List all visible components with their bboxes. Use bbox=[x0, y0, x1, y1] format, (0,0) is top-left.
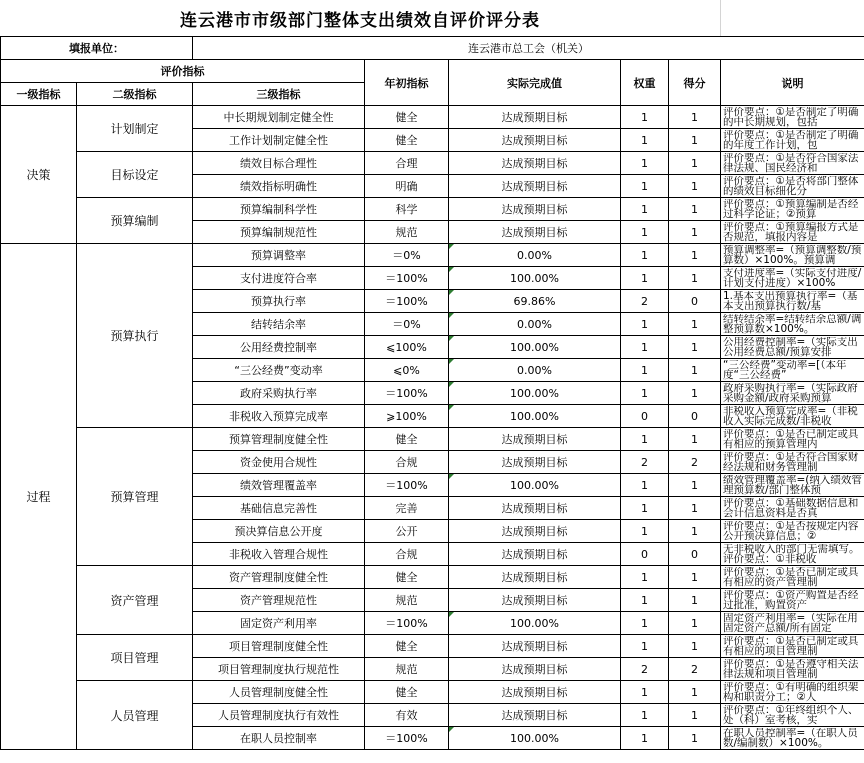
actual-cell: 达成预期目标 bbox=[449, 589, 621, 612]
note-cell bbox=[721, 382, 864, 405]
initial-cell: ＝100% bbox=[365, 382, 449, 405]
weight-cell: 1 bbox=[621, 566, 669, 589]
sheet-title: 连云港市市级部门整体支出绩效自评价评分表 bbox=[0, 0, 721, 36]
note-cell bbox=[721, 474, 864, 497]
weight-cell: 1 bbox=[621, 681, 669, 704]
score-cell: 1 bbox=[669, 175, 721, 198]
initial-cell: 规范 bbox=[365, 658, 449, 681]
note-cell bbox=[721, 658, 864, 681]
header-note: 说明 bbox=[721, 60, 864, 106]
note-text: 结转结余率=结转结余总额/调整预算数×100%。 bbox=[723, 314, 862, 335]
initial-cell: 规范 bbox=[365, 221, 449, 244]
actual-cell: 100.00% bbox=[449, 336, 621, 359]
weight-cell: 1 bbox=[621, 520, 669, 543]
level3-cell: 工作计划制定健全性 bbox=[193, 129, 365, 152]
note-cell bbox=[721, 405, 864, 428]
score-cell: 1 bbox=[669, 566, 721, 589]
initial-cell: 健全 bbox=[365, 106, 449, 129]
actual-cell: 达成预期目标 bbox=[449, 658, 621, 681]
score-cell: 1 bbox=[669, 727, 721, 750]
initial-cell: 健全 bbox=[365, 428, 449, 451]
initial-cell: 合理 bbox=[365, 152, 449, 175]
weight-cell: 1 bbox=[621, 382, 669, 405]
weight-cell: 1 bbox=[621, 152, 669, 175]
unit-value: 连云港市总工会（机关） bbox=[193, 37, 864, 60]
note-text: 评价要点：①预算编制是否经过科学论证；②预算 bbox=[723, 199, 859, 220]
score-cell: 1 bbox=[669, 129, 721, 152]
actual-cell: 0.00% bbox=[449, 244, 621, 267]
score-cell: 1 bbox=[669, 313, 721, 336]
note-cell bbox=[721, 428, 864, 451]
score-cell: 1 bbox=[669, 681, 721, 704]
header-level3: 三级指标 bbox=[193, 83, 365, 106]
level3-cell: “三公经费”变动率 bbox=[193, 359, 365, 382]
note-text: 支付进度率=（实际支付进度/计划支付进度）×100% bbox=[723, 268, 862, 289]
note-text: 评价要点：①资产购置是否经过批准，购置资产 bbox=[723, 590, 859, 611]
score-cell: 1 bbox=[669, 635, 721, 658]
note-cell bbox=[721, 221, 864, 244]
level2-cell: 项目管理 bbox=[77, 635, 193, 681]
note-text: 评价要点：①年终组织个人、处（科）室考核，实 bbox=[723, 705, 859, 726]
level3-cell: 在职人员控制率 bbox=[193, 727, 365, 750]
actual-cell: 达成预期目标 bbox=[449, 635, 621, 658]
table-row bbox=[1, 106, 864, 129]
actual-cell: 达成预期目标 bbox=[449, 704, 621, 727]
header-level1: 一级指标 bbox=[1, 83, 77, 106]
score-cell: 1 bbox=[669, 382, 721, 405]
actual-cell: 达成预期目标 bbox=[449, 566, 621, 589]
note-text: 固定资产利用率=（实际在用固定资产总额/所有固定 bbox=[723, 613, 858, 634]
level3-cell: 项目管理制度健全性 bbox=[193, 635, 365, 658]
table-row bbox=[1, 681, 864, 704]
note-text: 评价要点：①是否制定了明确的中长期规划，包括 bbox=[723, 107, 859, 128]
note-cell bbox=[721, 198, 864, 221]
note-text: 评价要点：①是否将部门整体的绩效目标细化分 bbox=[723, 176, 859, 197]
score-cell: 0 bbox=[669, 543, 721, 566]
level3-cell: 预算执行率 bbox=[193, 290, 365, 313]
actual-cell: 达成预期目标 bbox=[449, 451, 621, 474]
score-cell: 1 bbox=[669, 474, 721, 497]
level3-cell: 资产管理制度健全性 bbox=[193, 566, 365, 589]
weight-cell: 1 bbox=[621, 175, 669, 198]
weight-cell: 1 bbox=[621, 474, 669, 497]
level1-cell: 决策 bbox=[1, 106, 77, 244]
header-row-1 bbox=[1, 60, 864, 83]
score-cell: 1 bbox=[669, 152, 721, 175]
level3-cell: 人员管理制度执行有效性 bbox=[193, 704, 365, 727]
note-cell bbox=[721, 589, 864, 612]
score-cell: 1 bbox=[669, 267, 721, 290]
note-cell bbox=[721, 704, 864, 727]
weight-cell: 1 bbox=[621, 313, 669, 336]
actual-cell: 达成预期目标 bbox=[449, 152, 621, 175]
level3-cell: 政府采购执行率 bbox=[193, 382, 365, 405]
note-text: 评价要点：①有明确的组织架构和职责分工；②人 bbox=[723, 682, 859, 703]
initial-cell: ＝100% bbox=[365, 727, 449, 750]
score-cell: 1 bbox=[669, 244, 721, 267]
actual-cell: 100.00% bbox=[449, 405, 621, 428]
title-spacer-cell bbox=[720, 0, 864, 36]
actual-cell: 达成预期目标 bbox=[449, 681, 621, 704]
initial-cell: 合规 bbox=[365, 451, 449, 474]
weight-cell: 1 bbox=[621, 106, 669, 129]
score-cell: 2 bbox=[669, 451, 721, 474]
level3-cell: 资产管理规范性 bbox=[193, 589, 365, 612]
weight-cell: 1 bbox=[621, 359, 669, 382]
actual-cell: 达成预期目标 bbox=[449, 543, 621, 566]
weight-cell: 0 bbox=[621, 543, 669, 566]
initial-cell: 健全 bbox=[365, 635, 449, 658]
level3-cell: 结转结余率 bbox=[193, 313, 365, 336]
score-cell: 1 bbox=[669, 198, 721, 221]
actual-cell: 达成预期目标 bbox=[449, 106, 621, 129]
note-cell bbox=[721, 152, 864, 175]
level2-cell: 资产管理 bbox=[77, 566, 193, 635]
note-text: 绩效管理覆盖率=(纳入绩效管理预算数/部门整体预 bbox=[723, 475, 862, 496]
weight-cell: 2 bbox=[621, 658, 669, 681]
header-score: 得分 bbox=[669, 60, 721, 106]
note-cell bbox=[721, 612, 864, 635]
initial-cell: ⩾100% bbox=[365, 405, 449, 428]
initial-cell: ＝100% bbox=[365, 290, 449, 313]
level3-cell: 基础信息完善性 bbox=[193, 497, 365, 520]
weight-cell: 1 bbox=[621, 428, 669, 451]
weight-cell: 1 bbox=[621, 221, 669, 244]
actual-cell: 100.00% bbox=[449, 474, 621, 497]
level3-cell: 预算调整率 bbox=[193, 244, 365, 267]
note-cell bbox=[721, 313, 864, 336]
note-cell bbox=[721, 543, 864, 566]
initial-cell: 合规 bbox=[365, 543, 449, 566]
score-cell: 1 bbox=[669, 359, 721, 382]
level3-cell: 预算编制规范性 bbox=[193, 221, 365, 244]
initial-cell: ⩽0% bbox=[365, 359, 449, 382]
note-cell bbox=[721, 566, 864, 589]
actual-cell: 达成预期目标 bbox=[449, 520, 621, 543]
note-text: 无非税收入的部门无需填写。评价要点：①非税收 bbox=[723, 544, 860, 565]
unit-label: 填报单位： bbox=[1, 37, 193, 60]
actual-cell: 达成预期目标 bbox=[449, 175, 621, 198]
score-cell: 1 bbox=[669, 520, 721, 543]
initial-cell: 健全 bbox=[365, 566, 449, 589]
note-text: 公用经费控制率=（实际支出公用经费总额/预算安排 bbox=[723, 337, 858, 358]
weight-cell: 1 bbox=[621, 244, 669, 267]
note-text: 评价要点：①是否遵守相关法律法规和项目管理制 bbox=[723, 659, 859, 680]
level3-cell: 非税收入预算完成率 bbox=[193, 405, 365, 428]
header-actual: 实际完成值 bbox=[449, 60, 621, 106]
level3-cell: 资金使用合规性 bbox=[193, 451, 365, 474]
note-text: 评价要点：①是否符合国家财经法规和财务管理制 bbox=[723, 452, 859, 473]
table-row bbox=[1, 198, 864, 221]
level2-cell: 预算执行 bbox=[77, 244, 193, 428]
level3-cell: 支付进度符合率 bbox=[193, 267, 365, 290]
weight-cell: 1 bbox=[621, 267, 669, 290]
note-text: 评价要点：①是否已制定或具有相应的资产管理制 bbox=[723, 567, 859, 588]
note-cell bbox=[721, 129, 864, 152]
weight-cell: 1 bbox=[621, 336, 669, 359]
initial-cell: 规范 bbox=[365, 589, 449, 612]
score-cell: 1 bbox=[669, 336, 721, 359]
score-cell: 1 bbox=[669, 497, 721, 520]
weight-cell: 1 bbox=[621, 612, 669, 635]
actual-cell: 100.00% bbox=[449, 267, 621, 290]
weight-cell: 1 bbox=[621, 129, 669, 152]
level3-cell: 固定资产利用率 bbox=[193, 612, 365, 635]
actual-cell: 达成预期目标 bbox=[449, 497, 621, 520]
actual-cell: 达成预期目标 bbox=[449, 129, 621, 152]
level2-cell: 计划制定 bbox=[77, 106, 193, 152]
initial-cell: ＝0% bbox=[365, 244, 449, 267]
score-cell: 0 bbox=[669, 405, 721, 428]
note-text: 政府采购执行率=（实际政府采购金额/政府采购预算 bbox=[723, 383, 858, 404]
initial-cell: 健全 bbox=[365, 129, 449, 152]
unit-row bbox=[1, 37, 864, 60]
level1-cell: 过程 bbox=[1, 244, 77, 750]
score-cell: 1 bbox=[669, 589, 721, 612]
level3-cell: 绩效管理覆盖率 bbox=[193, 474, 365, 497]
level3-cell: 非税收入管理合规性 bbox=[193, 543, 365, 566]
initial-cell: ＝100% bbox=[365, 474, 449, 497]
table-row bbox=[1, 244, 864, 267]
note-cell bbox=[721, 681, 864, 704]
weight-cell: 2 bbox=[621, 451, 669, 474]
note-cell bbox=[721, 497, 864, 520]
note-text: 评价要点：①是否按规定内容公开预决算信息；② bbox=[723, 521, 859, 542]
initial-cell: ＝100% bbox=[365, 612, 449, 635]
score-cell: 1 bbox=[669, 106, 721, 129]
actual-cell: 0.00% bbox=[449, 359, 621, 382]
note-cell bbox=[721, 290, 864, 313]
note-cell bbox=[721, 175, 864, 198]
actual-cell: 达成预期目标 bbox=[449, 428, 621, 451]
weight-cell: 1 bbox=[621, 727, 669, 750]
header-weight: 权重 bbox=[621, 60, 669, 106]
level3-cell: 预算管理制度健全性 bbox=[193, 428, 365, 451]
initial-cell: 健全 bbox=[365, 681, 449, 704]
note-text: 评价要点：①是否符合国家法律法规、国民经济和 bbox=[723, 153, 859, 174]
note-text: 评价要点：①是否已制定或具有相应的预算管理内 bbox=[723, 429, 859, 450]
initial-cell: ＝100% bbox=[365, 267, 449, 290]
note-text: 非税收入预算完成率=（非税收入实际完成数/非税收 bbox=[723, 406, 858, 427]
level2-cell: 预算管理 bbox=[77, 428, 193, 566]
actual-cell: 69.86% bbox=[449, 290, 621, 313]
note-text: 评价要点：①是否制定了明确的年度工作计划，包 bbox=[723, 130, 859, 151]
level2-cell: 预算编制 bbox=[77, 198, 193, 244]
initial-cell: 完善 bbox=[365, 497, 449, 520]
weight-cell: 1 bbox=[621, 589, 669, 612]
note-text: 在职人员控制率=（在职人员数/编制数）×100%。 bbox=[723, 728, 858, 749]
note-text: 评价要点：①是否已制定或具有相应的项目管理制 bbox=[723, 636, 859, 657]
note-cell bbox=[721, 635, 864, 658]
level3-cell: 绩效指标明确性 bbox=[193, 175, 365, 198]
note-text: “三公经费”变动率=[（本年度“三公经费” bbox=[723, 360, 847, 381]
level3-cell: 预决算信息公开度 bbox=[193, 520, 365, 543]
score-cell: 1 bbox=[669, 428, 721, 451]
weight-cell: 1 bbox=[621, 704, 669, 727]
level2-cell: 目标设定 bbox=[77, 152, 193, 198]
actual-cell: 100.00% bbox=[449, 727, 621, 750]
level3-cell: 绩效目标合理性 bbox=[193, 152, 365, 175]
initial-cell: ⩽100% bbox=[365, 336, 449, 359]
weight-cell: 1 bbox=[621, 497, 669, 520]
note-cell bbox=[721, 267, 864, 290]
note-cell bbox=[721, 359, 864, 382]
note-text: 评价要点：①基础数据信息和会计信息资料是否真 bbox=[723, 498, 859, 519]
score-cell: 1 bbox=[669, 704, 721, 727]
note-cell bbox=[721, 336, 864, 359]
table-row bbox=[1, 152, 864, 175]
score-cell: 2 bbox=[669, 658, 721, 681]
level3-cell: 项目管理制度执行规范性 bbox=[193, 658, 365, 681]
note-cell bbox=[721, 727, 864, 750]
note-cell bbox=[721, 244, 864, 267]
weight-cell: 1 bbox=[621, 635, 669, 658]
note-text: 预算调整率=（预算调整数/预算数）×100%。预算调 bbox=[723, 245, 862, 266]
weight-cell: 1 bbox=[621, 198, 669, 221]
level2-cell: 人员管理 bbox=[77, 681, 193, 750]
evaluation-table bbox=[0, 36, 864, 750]
header-level2: 二级指标 bbox=[77, 83, 193, 106]
header-eval-index: 评价指标 bbox=[1, 60, 365, 83]
initial-cell: 公开 bbox=[365, 520, 449, 543]
note-text: 1.基本支出预算执行率=（基本支出预算执行数/基 bbox=[723, 291, 858, 312]
actual-cell: 达成预期目标 bbox=[449, 198, 621, 221]
weight-cell: 0 bbox=[621, 405, 669, 428]
table-row bbox=[1, 566, 864, 589]
score-cell: 1 bbox=[669, 221, 721, 244]
actual-cell: 100.00% bbox=[449, 382, 621, 405]
note-text: 评价要点：①预算编报方式是否规范，填报内容是 bbox=[723, 222, 859, 243]
initial-cell: 明确 bbox=[365, 175, 449, 198]
actual-cell: 0.00% bbox=[449, 313, 621, 336]
note-cell bbox=[721, 520, 864, 543]
note-cell bbox=[721, 106, 864, 129]
table-row bbox=[1, 635, 864, 658]
actual-cell: 达成预期目标 bbox=[449, 221, 621, 244]
weight-cell: 2 bbox=[621, 290, 669, 313]
actual-cell: 100.00% bbox=[449, 612, 621, 635]
initial-cell: 科学 bbox=[365, 198, 449, 221]
level3-cell: 中长期规划制定健全性 bbox=[193, 106, 365, 129]
initial-cell: 有效 bbox=[365, 704, 449, 727]
note-cell bbox=[721, 451, 864, 474]
level3-cell: 人员管理制度健全性 bbox=[193, 681, 365, 704]
score-cell: 0 bbox=[669, 290, 721, 313]
level3-cell: 预算编制科学性 bbox=[193, 198, 365, 221]
level3-cell: 公用经费控制率 bbox=[193, 336, 365, 359]
header-initial: 年初指标 bbox=[365, 60, 449, 106]
initial-cell: ＝0% bbox=[365, 313, 449, 336]
table-row bbox=[1, 428, 864, 451]
score-cell: 1 bbox=[669, 612, 721, 635]
